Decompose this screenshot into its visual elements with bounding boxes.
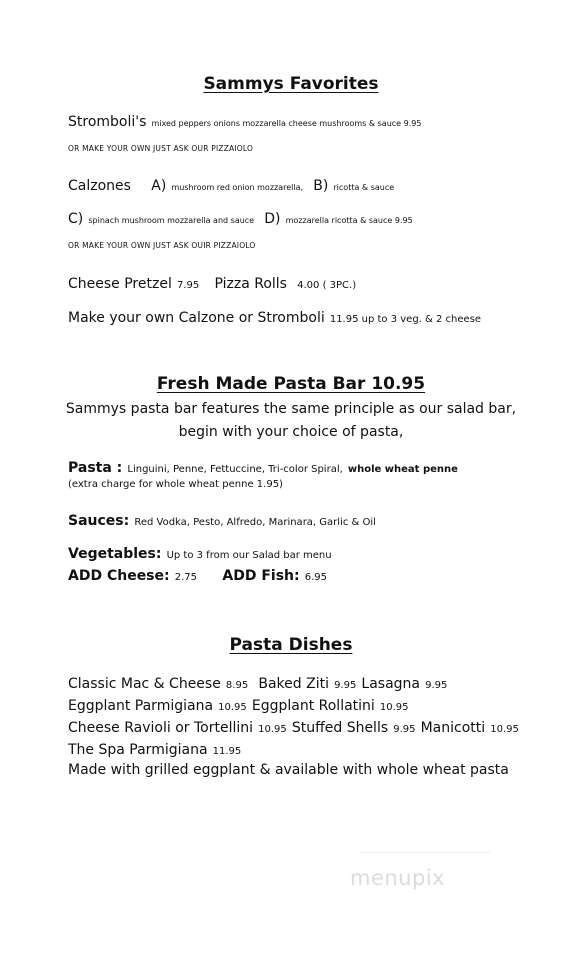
ravioli-name: Cheese Ravioli or Tortellini xyxy=(68,720,254,736)
calzone-c-desc: spinach mushroom mozzarella and sauce xyxy=(88,216,255,225)
eggplant-rollatini-name: Eggplant Rollatini xyxy=(251,698,375,714)
lasagna-name: Lasagna xyxy=(361,676,421,692)
stromboli-name: Stromboli's xyxy=(68,114,147,130)
calzone-b-desc: ricotta & sauce xyxy=(333,183,395,192)
pasta-line xyxy=(68,459,458,475)
pasta-whole-wheat: whole wheat penne xyxy=(347,464,458,475)
calzone-a-label: A) xyxy=(151,178,167,194)
calzone-c-label: C) xyxy=(68,211,84,227)
add-cheese-price: 2.75 xyxy=(174,572,197,583)
manicotti-name: Manicotti xyxy=(420,720,486,736)
watermark-line xyxy=(360,852,490,853)
spa-parm-name: The Spa Parmigiana xyxy=(68,742,208,758)
calzone-d-label: D) xyxy=(264,211,281,227)
pasta-dishes-title: Pasta Dishes xyxy=(229,635,353,655)
vegetables-label: Vegetables: xyxy=(68,546,162,562)
lasagna-price: 9.95 xyxy=(425,680,448,691)
mac-cheese-name: Classic Mac & Cheese xyxy=(68,676,221,692)
baked-ziti-price: 9.95 xyxy=(334,680,357,691)
make-own-detail: 11.95 up to 3 veg. & 2 cheese xyxy=(329,314,482,325)
sauces-list: Red Vodka, Pesto, Alfredo, Marinara, Garlic & Oil xyxy=(134,517,376,528)
make-own-line xyxy=(68,309,481,325)
pasta-label: Pasta : xyxy=(68,460,123,476)
stromboli-desc: mixed peppers onions mozzarella cheese mushrooms & sauce 9.95 xyxy=(151,119,422,128)
pasta-bar-title: Fresh Made Pasta Bar 10.95 xyxy=(156,374,426,394)
pretzel-rolls-line xyxy=(68,275,356,291)
calzone-d-desc: mozzarella ricotta & sauce 9.95 xyxy=(285,216,413,225)
eggplant-parm-name: Eggplant Parmigiana xyxy=(68,698,214,714)
watermark-logo: menupix xyxy=(350,866,446,890)
calzones-note: OR MAKE YOUR OWN JUST ASK OUIR PIZZAIOLO xyxy=(68,241,256,250)
pasta-bar-intro-2: begin with your choice of pasta, xyxy=(178,424,404,440)
calzone-b-label: B) xyxy=(313,178,329,194)
pasta-dishes-line-3 xyxy=(68,719,519,735)
sauces-label: Sauces: xyxy=(68,513,130,529)
stromboli-note: OR MAKE YOUR OWN JUST ASK OUR PIZZAIOLO xyxy=(68,144,254,153)
calzones-line-2 xyxy=(68,210,413,226)
spa-parm-note: Made with grilled eggplant & available with whole wheat pasta xyxy=(68,762,509,778)
pasta-note: (extra charge for whole wheat penne 1.95) xyxy=(68,479,283,490)
eggplant-parm-price: 10.95 xyxy=(218,702,247,713)
calzones-name: Calzones xyxy=(68,178,131,194)
cheese-pretzel-name: Cheese Pretzel xyxy=(68,276,172,292)
pasta-dishes-line-4 xyxy=(68,741,241,757)
stuffed-shells-price: 9.95 xyxy=(393,724,416,735)
add-ons-line xyxy=(68,567,327,583)
mac-cheese-price: 8.95 xyxy=(225,680,249,691)
cheese-pretzel-price: 7.95 xyxy=(176,280,200,291)
manicotti-price: 10.95 xyxy=(490,724,519,735)
vegetables-text: Up to 3 from our Salad bar menu xyxy=(166,550,332,561)
favorites-title: Sammys Favorites xyxy=(203,74,379,94)
pizza-rolls-name: Pizza Rolls xyxy=(214,276,287,292)
add-fish-label: ADD Fish: xyxy=(222,568,300,584)
sauces-line xyxy=(68,512,376,528)
pasta-dishes-line-2 xyxy=(68,697,409,713)
ravioli-price: 10.95 xyxy=(258,724,287,735)
pasta-bar-intro-1: Sammys pasta bar features the same principle as our salad bar, xyxy=(65,401,517,417)
calzone-a-desc: mushroom red onion mozzarella, xyxy=(171,183,304,192)
pasta-list: Linguini, Penne, Fettuccine, Tri-color Spiral, xyxy=(127,464,343,475)
stromboli-line xyxy=(68,113,421,129)
eggplant-rollatini-price: 10.95 xyxy=(379,702,409,713)
pizza-rolls-price: 4.00 ( 3PC.) xyxy=(297,280,357,291)
calzones-line xyxy=(68,177,394,193)
add-fish-price: 6.95 xyxy=(304,572,327,583)
spa-parm-price: 11.95 xyxy=(212,746,242,757)
add-cheese-label: ADD Cheese: xyxy=(68,568,170,584)
baked-ziti-name: Baked Ziti xyxy=(258,676,329,692)
make-own-name: Make your own Calzone or Stromboli xyxy=(68,310,325,326)
vegetables-line xyxy=(68,545,332,561)
pasta-dishes-line-1 xyxy=(68,675,447,691)
stuffed-shells-name: Stuffed Shells xyxy=(291,720,389,736)
